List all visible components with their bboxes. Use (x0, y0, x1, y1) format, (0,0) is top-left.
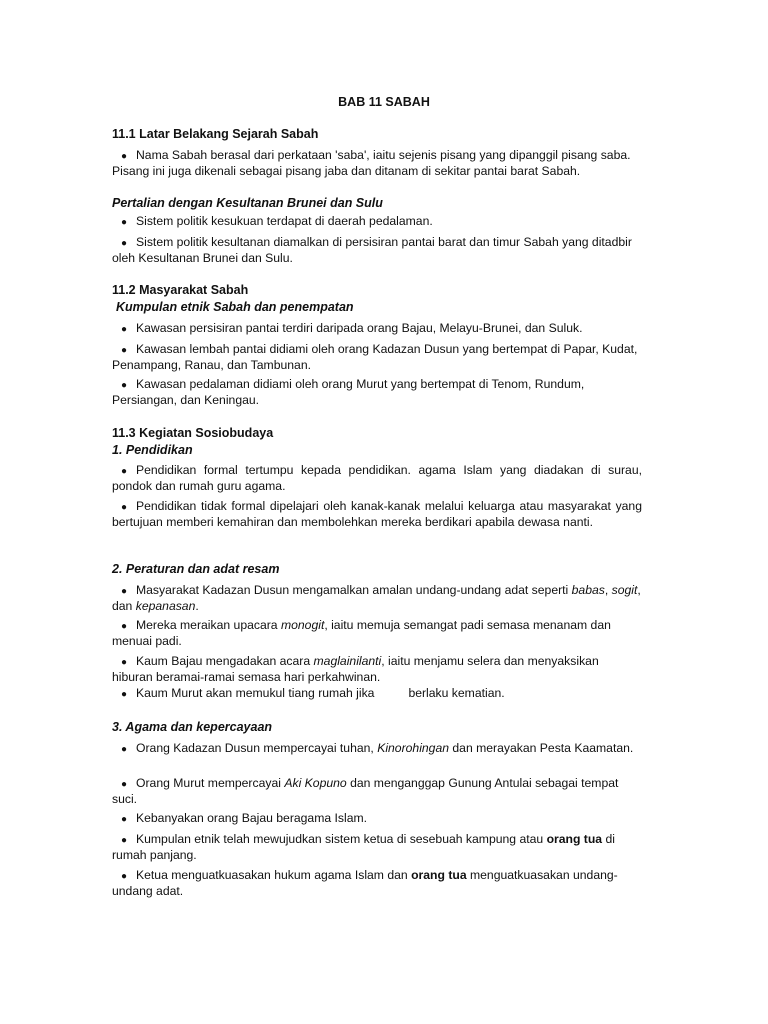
subheading-peraturan: 2. Peraturan dan adat resam (112, 562, 280, 576)
item-text: Kawasan lembah pantai didiami oleh orang Kadazan Dusun yang bertempat di Papar, Kudat, Penampang, Ranau, dan Tambunan. (112, 342, 638, 372)
item-text: Kebanyakan orang Bajau beragama Islam. (136, 811, 368, 825)
item-text: Kaum Bajau mengadakan acara (136, 654, 314, 668)
item-text: , iaitu memuja semangat padi semasa menanam dan menuai padi. (112, 618, 611, 648)
item-text: Kawasan persisiran pantai terdiri daripada orang Bajau, Melayu-Brunei, dan Suluk. (136, 321, 583, 335)
bullet-icon: ● (120, 871, 128, 882)
list-item (112, 741, 642, 757)
heading-11-3: 11.3 Kegiatan Sosiobudaya (112, 426, 274, 440)
list-item (112, 686, 642, 702)
list-item (112, 654, 642, 685)
bullet-icon: ● (120, 621, 128, 632)
heading-11-1: 11.1 Latar Belakang Sejarah Sabah (112, 127, 319, 141)
bullet-icon: ● (120, 779, 128, 790)
bullet-icon: ● (120, 217, 128, 228)
item-text: di rumah panjang. (112, 832, 615, 862)
item-term: Aki Kopuno (284, 776, 347, 790)
list-item (112, 776, 642, 807)
bullet-icon: ● (120, 502, 128, 513)
item-term: Kinorohingan (377, 741, 450, 755)
item-text: berlaku kematian. (408, 686, 505, 700)
item-text: , (604, 583, 612, 597)
item-text: Sistem politik kesultanan diamalkan di persisiran pantai barat dan timur Sabah yang ditadbir oleh Kesultanan Brunei dan Sulu. (112, 235, 632, 265)
item-emphasis: orang tua (411, 868, 467, 882)
subheading-agama: 3. Agama dan kepercayaan (112, 720, 273, 734)
list-item (112, 583, 642, 614)
item-text: dan menganggap Gunung Antulai sebagai tempat suci. (112, 776, 619, 806)
list-item (112, 214, 642, 230)
item-text: Orang Kadazan Dusun mempercayai tuhan, (136, 741, 378, 755)
bullet-icon: ● (120, 345, 128, 356)
item-text: dan merayakan Pesta Kaamatan. (449, 741, 634, 755)
list-item (112, 148, 642, 179)
bullet-icon: ● (120, 586, 128, 597)
list-item (112, 499, 642, 530)
subheading-kumpulan-etnik: Kumpulan etnik Sabah dan penempatan (116, 300, 354, 314)
bullet-icon: ● (120, 835, 128, 846)
list-item (112, 321, 642, 337)
list-item (112, 618, 642, 649)
item-text: Kawasan pedalaman didiami oleh orang Murut yang bertempat di Tenom, Rundum, Persiangan, dan Keningau. (112, 377, 585, 407)
list-item (112, 868, 642, 899)
item-text: Pendidikan formal tertumpu kepada pendidikan. agama Islam yang diadakan di surau, pondok dan rumah guru agama. (112, 463, 642, 493)
bullet-icon: ● (120, 744, 128, 755)
bullet-icon: ● (120, 151, 128, 162)
list-item (112, 832, 642, 863)
bullet-icon: ● (120, 324, 128, 335)
bullet-icon: ● (120, 689, 128, 700)
list-item (112, 463, 642, 494)
bullet-icon: ● (120, 238, 128, 249)
bullet-icon: ● (120, 466, 128, 477)
list-item (112, 235, 642, 266)
item-text: . (195, 599, 199, 613)
item-term: maglainilanti (313, 654, 382, 668)
item-text: Ketua menguatkuasakan hukum agama Islam dan (136, 868, 412, 882)
item-text: Masyarakat Kadazan Dusun mengamalkan amalan undang-undang adat seperti (136, 583, 572, 597)
bullet-icon: ● (120, 814, 128, 825)
item-text: Kumpulan etnik telah mewujudkan sistem ketua di sesebuah kampung atau (136, 832, 547, 846)
heading-11-2: 11.2 Masyarakat Sabah (112, 283, 249, 297)
item-term: sogit (611, 583, 638, 597)
item-text: Pendidikan tidak formal dipelajari oleh kanak-kanak melalui keluarga atau masyarakat yang bertujuan memberi kemahiran dan membolehkan mereka berdikari apabila dewasa nanti. (112, 499, 642, 529)
bullet-icon: ● (120, 657, 128, 668)
list-item (112, 342, 642, 373)
item-emphasis: orang tua (546, 832, 603, 846)
item-text: Sistem politik kesukuan terdapat di daerah pedalaman. (136, 214, 433, 228)
item-text: , iaitu menjamu selera dan menyaksikan hiburan beramai-ramai semasa hari perkahwinan. (112, 654, 599, 684)
item-term: babas (571, 583, 605, 597)
item-term: kepanasan (135, 599, 196, 613)
list-item (112, 377, 642, 408)
item-text: Nama Sabah berasal dari perkataan 'saba', iaitu sejenis pisang yang dipanggil pisang saba. Pisang ini juga dikenali sebagai pisang jaba dan ditanam di sekitar pantai barat Sabah. (112, 148, 631, 178)
item-text: , dan (112, 583, 641, 613)
list-item (112, 811, 642, 827)
page-title: BAB 11 SABAH (338, 95, 430, 109)
item-text: Orang Murut mempercayai (136, 776, 285, 790)
subheading-pertalian: Pertalian dengan Kesultanan Brunei dan Sulu (112, 196, 383, 210)
item-term: monogit (280, 618, 325, 632)
bullet-icon: ● (120, 380, 128, 391)
item-text: menguatkuasakan undang-undang adat. (112, 868, 618, 898)
subheading-pendidikan: 1. Pendidikan (112, 443, 193, 457)
item-text: Mereka meraikan upacara (136, 618, 281, 632)
item-text: Kaum Murut akan memukul tiang rumah jika (136, 686, 375, 700)
